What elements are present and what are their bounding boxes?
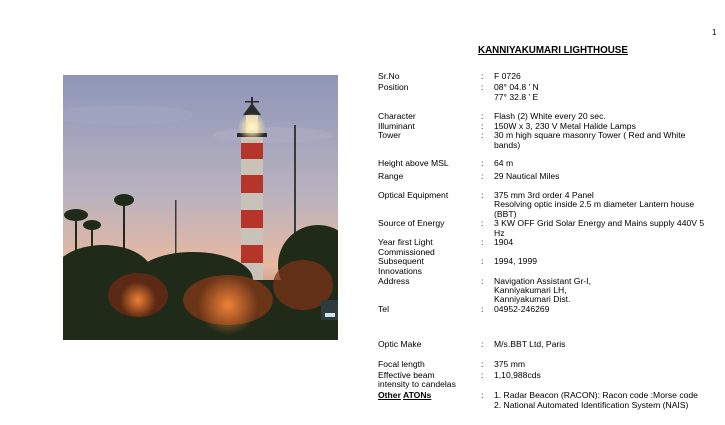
label-illuminant: Illuminant	[378, 121, 415, 131]
label-effective-beam: Effective beam	[378, 370, 435, 380]
value-effective-beam: 1,10,988cds	[494, 370, 541, 380]
colon: :	[481, 370, 484, 380]
label-innovations: Innovations	[378, 266, 422, 276]
colon: :	[481, 359, 484, 369]
label-subsequent: Subsequent	[378, 256, 424, 266]
value-height-above-msl: 64 m	[494, 158, 514, 168]
value-position-longitude: 77° 32.8 ' E	[494, 92, 539, 102]
value-optical-line-3: (BBT)	[494, 209, 517, 219]
label-intensity-to-candelas: intensity to candelas	[378, 379, 456, 389]
page-number: 1	[712, 28, 717, 37]
value-year-first-light: 1904	[494, 237, 514, 247]
label-range: Range	[378, 171, 404, 181]
colon: :	[481, 256, 484, 266]
label-sr-no: Sr.No	[378, 71, 400, 81]
label-other-atons[interactable]	[378, 391, 431, 401]
value-tel: 04952-246269	[494, 304, 550, 314]
page-title	[478, 45, 628, 56]
value-atons-line-1: 1. Radar Beacon (RACON): Racon code :Morse code	[494, 391, 698, 400]
colon: :	[481, 304, 484, 314]
value-subsequent-innovations: 1994, 1999	[494, 256, 538, 266]
label-address: Address	[378, 276, 410, 286]
value-optical-line-2: Resolving optic inside 2.5 m diameter Lantern house	[494, 199, 695, 209]
colon: :	[481, 130, 484, 140]
colon: :	[481, 71, 484, 81]
label-year-first-light: Year first Light	[378, 237, 433, 247]
value-character: Flash (2) White every 20 sec.	[494, 111, 606, 121]
value-energy-line-2: Hz	[494, 228, 505, 238]
value-range: 29 Nautical Miles	[494, 171, 560, 181]
value-tower-line-1: 30 m high square masonry Tower ( Red and White	[494, 130, 686, 140]
label-other-word[interactable]: Other	[378, 390, 401, 400]
label-source-of-energy: Source of Energy	[378, 218, 445, 228]
label-tower: Tower	[378, 130, 401, 140]
value-energy-line-1: 3 KW OFF Grid Solar Energy and Mains supply 440V 5	[494, 218, 705, 228]
value-address-line-2: Kanniyakumari LH,	[494, 285, 567, 295]
label-position: Position	[378, 82, 409, 92]
colon: :	[481, 171, 484, 181]
value-optic-make: M/s.BBT Ltd, Paris	[494, 339, 566, 349]
label-height-above-msl: Height above MSL	[378, 158, 449, 168]
value-address-line-3: Kanniyakumari Dist.	[494, 294, 571, 304]
label-character: Character	[378, 111, 416, 121]
colon: :	[481, 276, 484, 286]
label-optical-equipment: Optical Equipment	[378, 190, 449, 200]
lighthouse-tower	[237, 97, 267, 280]
colon: :	[481, 390, 484, 400]
title-part-1: KANNIYAKUMARI	[478, 45, 561, 56]
colon: :	[481, 339, 484, 349]
colon: :	[481, 218, 484, 228]
value-position-latitude: 08° 04.8 ' N	[494, 82, 539, 92]
colon: :	[481, 111, 484, 121]
title-part-2: LIGHTHOUSE	[563, 45, 628, 56]
value-focal-length: 375 mm	[494, 359, 526, 369]
colon: :	[481, 237, 484, 247]
value-address-line-1: Navigation Assistant Gr-I,	[494, 276, 591, 286]
colon: :	[481, 158, 484, 168]
lighthouse-photo	[63, 75, 338, 340]
colon: :	[481, 82, 484, 92]
value-tower-line-2: bands)	[494, 140, 521, 150]
value-sr-no: F 0726	[494, 71, 521, 81]
label-atons-word[interactable]: ATONs	[403, 390, 432, 400]
label-tel: Tel	[378, 304, 389, 314]
colon: :	[481, 190, 484, 200]
value-optical-line-1: 375 mm 3rd order 4 Panel	[494, 190, 594, 200]
label-optic-make: Optic Make	[378, 339, 422, 349]
colon: :	[481, 121, 484, 131]
lighthouse-photo-image	[63, 75, 338, 340]
value-atons-line-2: 2. National Automated Identification System (NAIS)	[494, 400, 689, 410]
label-focal-length: Focal length	[378, 359, 425, 369]
label-commissioned: Commissioned	[378, 247, 435, 257]
value-illuminant: 150W x 3, 230 V Metal Halide Lamps	[494, 121, 636, 131]
